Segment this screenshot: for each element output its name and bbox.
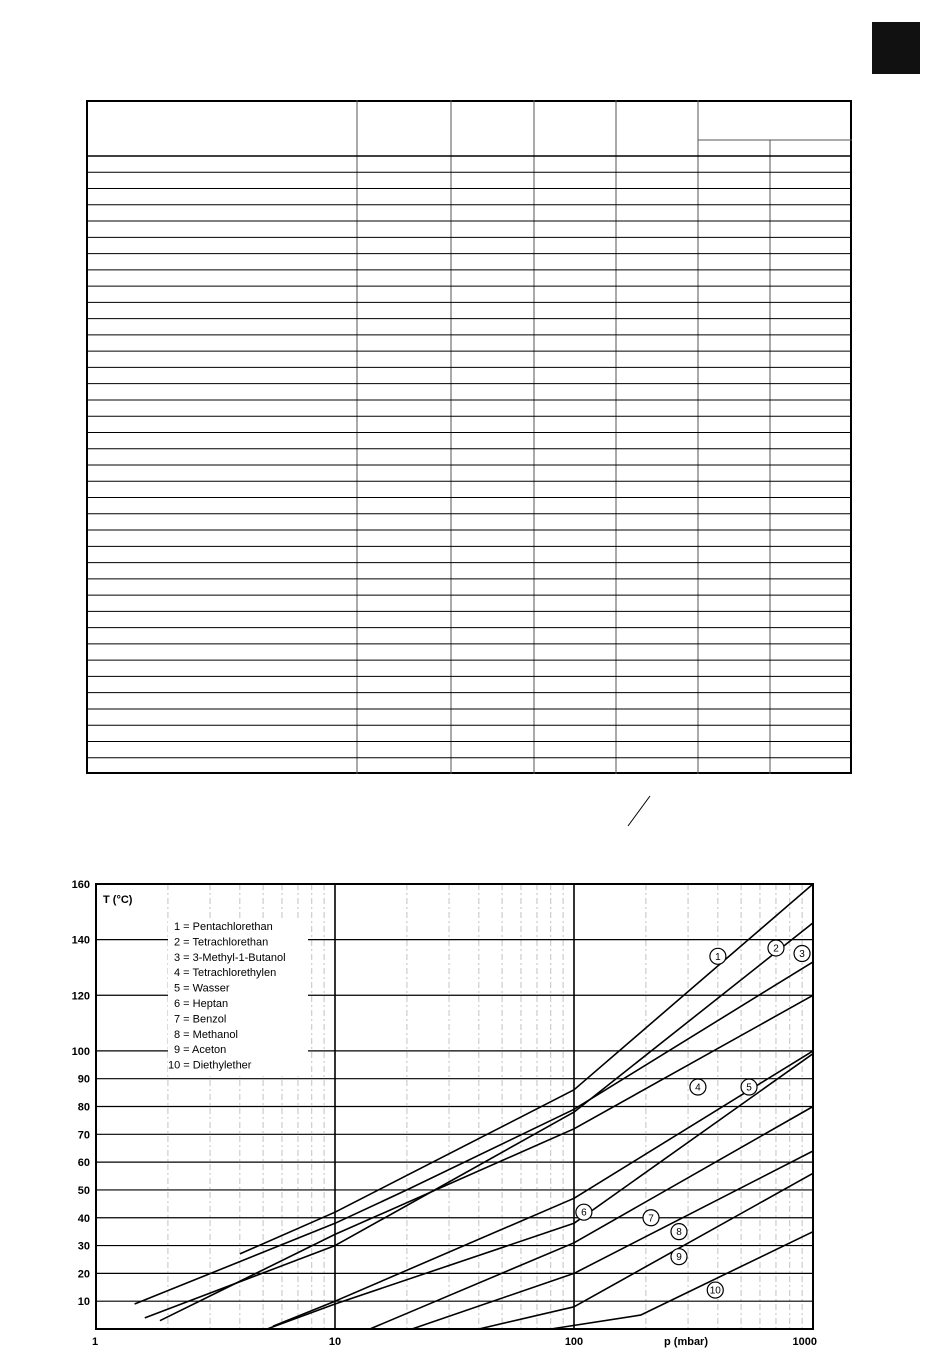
series-marker-5 (741, 1079, 757, 1095)
series-marker-9 (671, 1249, 687, 1265)
series-marker-label: 6 (581, 1207, 587, 1219)
legend-entry: 6 = Heptan (174, 998, 229, 1010)
y-tick-label: 120 (71, 990, 90, 1003)
series-marker-label: 7 (648, 1213, 654, 1225)
y-tick-label: 70 (77, 1129, 90, 1142)
series-marker-label: 10 (709, 1285, 721, 1297)
x-tick-label: 100 (564, 1336, 584, 1348)
legend-entry: 3 = 3-Methyl-1-Butanol (174, 951, 286, 964)
legend-entry: 2 = Tetrachlorethan (174, 936, 269, 949)
y-tick-label: 20 (77, 1268, 90, 1281)
series-marker-label: 2 (773, 943, 779, 955)
x-tick-label: 10 (328, 1336, 342, 1348)
x-tick-label: 1 (92, 1336, 99, 1348)
chart-legend (168, 918, 308, 1076)
series-marker-label: 3 (799, 949, 805, 961)
series-marker-10 (707, 1282, 723, 1298)
x-tick-label: 1000 (792, 1336, 817, 1348)
y-tick-labels (72, 879, 90, 1308)
series-marker-label: 8 (676, 1227, 682, 1239)
legend-entry: 9 = Aceton (174, 1044, 227, 1057)
series-marker-label: 9 (676, 1252, 682, 1264)
legend-entry: 8 = Methanol (174, 1028, 238, 1041)
y-tick-label: 140 (71, 934, 90, 947)
x-axis-label: p (mbar) (664, 1336, 708, 1348)
y-tick-label: 40 (77, 1212, 90, 1225)
series-line-6 (267, 1054, 813, 1329)
series-marker-7 (643, 1210, 659, 1226)
series-markers (576, 940, 810, 1298)
series-marker-8 (671, 1224, 687, 1240)
series-line-8 (412, 1151, 813, 1329)
y-tick-label: 80 (77, 1101, 90, 1114)
series-marker-label: 4 (695, 1082, 701, 1094)
x-tick-labels (92, 1336, 817, 1348)
series-marker-2 (768, 940, 784, 956)
y-tick-label: 10 (77, 1296, 90, 1309)
y-tick-label: 100 (71, 1045, 90, 1058)
series-marker-label: 1 (715, 951, 721, 963)
series-line-5 (273, 1051, 813, 1326)
legend-entry: 10 = Diethylether (168, 1059, 252, 1072)
y-axis-label: T (°C) (103, 894, 133, 906)
series-marker-label: 5 (746, 1082, 752, 1094)
series-marker-1 (710, 948, 726, 964)
series-marker-3 (794, 946, 810, 962)
y-tick-label: 160 (71, 879, 90, 891)
vapor-pressure-chart (0, 870, 950, 1360)
series-marker-4 (690, 1079, 706, 1095)
y-tick-label: 50 (77, 1184, 90, 1197)
legend-entry: 5 = Wasser (174, 982, 230, 995)
legend-entry: 1 = Pentachlorethan (174, 921, 273, 933)
y-tick-label: 30 (77, 1240, 90, 1253)
y-tick-label: 90 (77, 1073, 90, 1086)
legend-entry: 7 = Benzol (174, 1013, 227, 1026)
series-marker-6 (576, 1204, 592, 1220)
y-tick-label: 60 (77, 1157, 90, 1170)
legend-entry: 4 = Tetrachlorethylen (174, 967, 277, 980)
